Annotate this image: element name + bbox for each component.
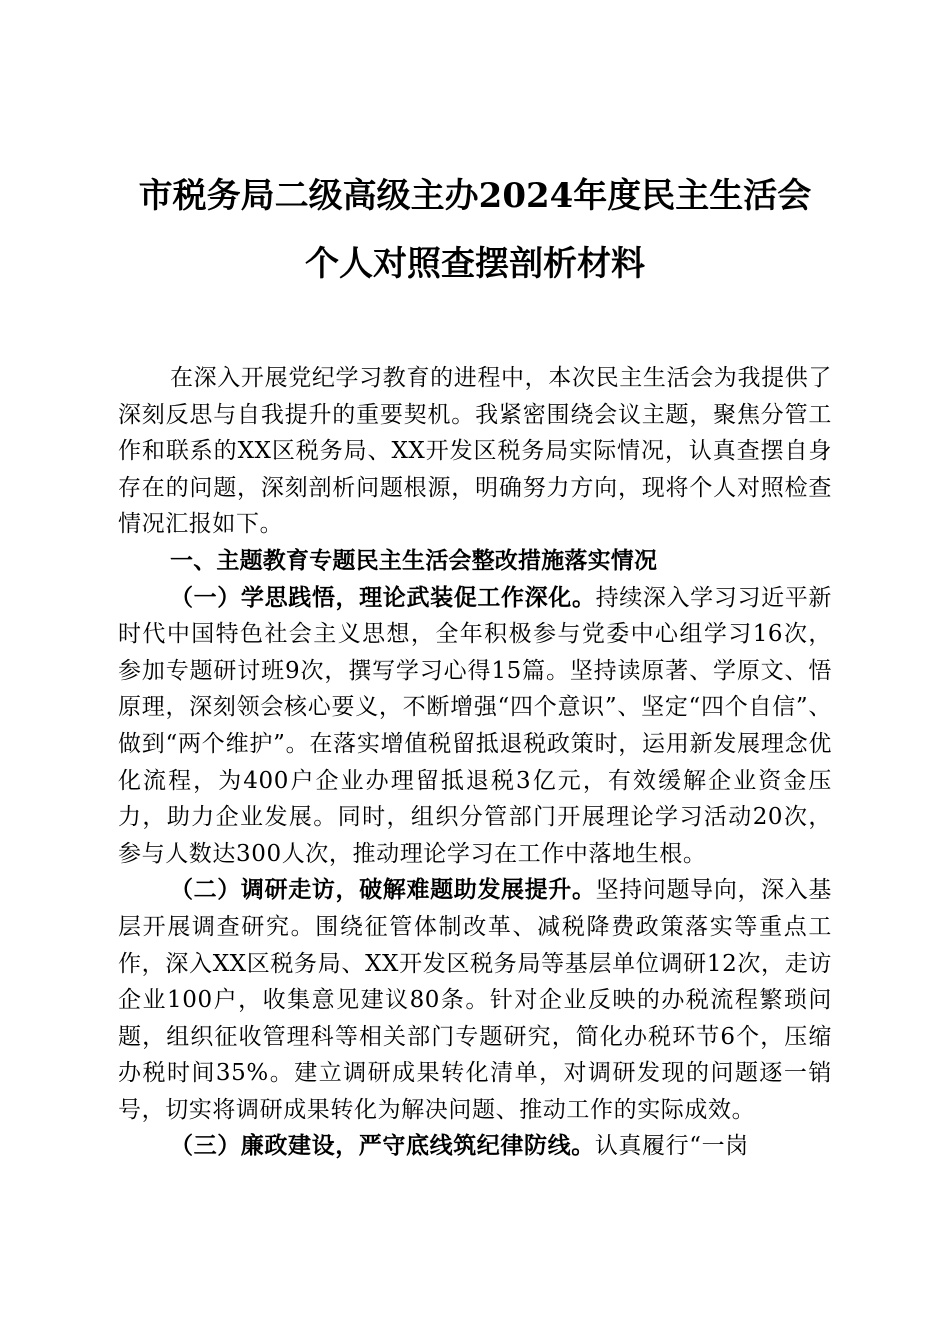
item-text-3: 认真履行“一岗 <box>594 1133 749 1160</box>
item-lead-3: （三）廉政建设，严守底线筑纪律防线。 <box>170 1132 595 1160</box>
section-heading: 一、主题教育专题民主生活会整改措施落实情况 <box>170 547 658 574</box>
item-paragraph-3 <box>118 1128 832 1165</box>
item-text-1: 持续深入学习习近平新时代中国特色社会主义思想，全年积极参与党委中心组学习16次，参加专题研讨班9次，撰写学习心得15篇。坚持读原著、学原文、悟原理，深刻领会核心要义，不断增强“四个意识”、坚定“四个自信”、做到“两个维护”。在落实增值税留抵退税政策时，运用新发展理念优化流程，为400户企业办理留抵退税3亿元，有效缓解企业资金压力，助力企业发展。同时，组织分管部门开展理论学习活动20次，参与人数达300人次，推动理论学习在工作中落地生根。 <box>118 584 832 867</box>
intro-paragraph: 在深入开展党纪学习教育的进程中，本次民主生活会为我提供了深刻反思与自我提升的重要契机。我紧密围绕会议主题，聚焦分管工作和联系的XX区税务局、XX开发区税务局实际情况，认真查摆自身存在的问题，深刻剖析问题根源，明确努力方向，现将个人对照检查情况汇报如下。 <box>118 365 832 538</box>
document-title-line-1: 市税务局二级高级主办2024年度民主生活会 <box>138 176 812 216</box>
item-text-2: 坚持问题导向，深入基层开展调查研究。围绕征管体制改革、减税降费政策落实等重点工作，深入XX区税务局、XX开发区税务局等基层单位调研12次，走访企业100户，收集意见建议80条。针对企业反映的办税流程繁琐问题，组织征收管理科等相关部门专题研究，简化办税环节6个，压缩办税时间35%。建立调研成果转化清单，对调研发现的问题逐一销号，切实将调研成果转化为解决问题、推动工作的实际成效。 <box>118 877 832 1123</box>
item-lead-1: （一）学思践悟，理论武装促工作深化。 <box>170 583 596 611</box>
item-lead-2: （二）调研走访，破解难题助发展提升。 <box>170 876 596 904</box>
document-body <box>118 360 832 1165</box>
item-paragraph-2 <box>118 872 832 1128</box>
item-paragraph-1 <box>118 580 832 873</box>
document-title-line-2: 个人对照查摆剖析材料 <box>305 244 645 284</box>
